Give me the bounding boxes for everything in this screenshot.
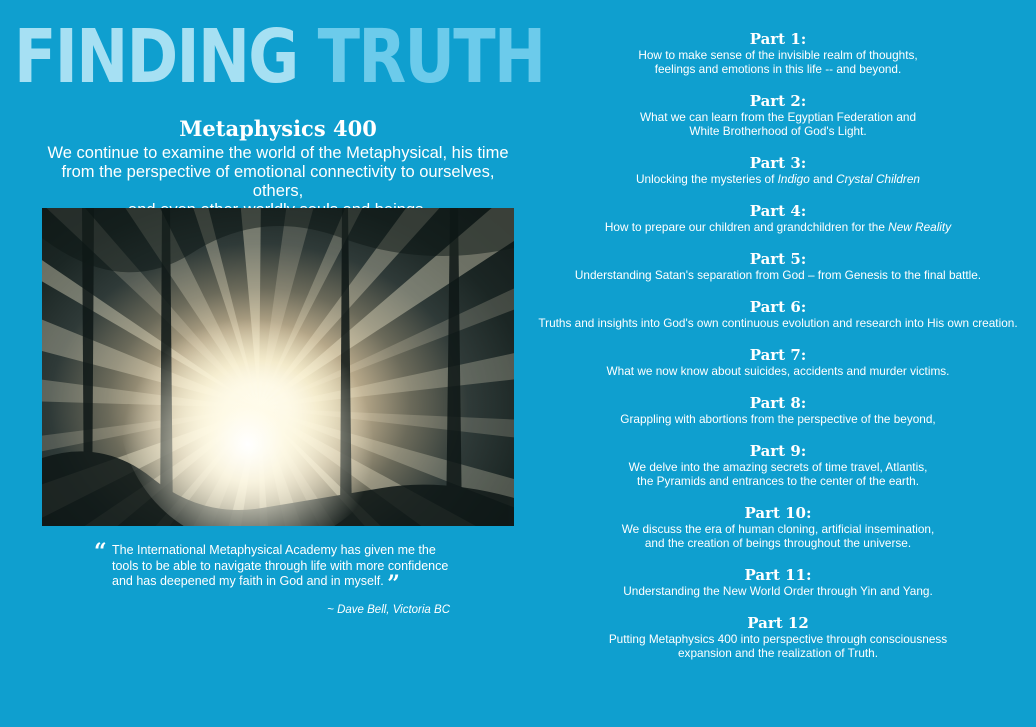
testimonial-line: The International Metaphysical Academy has given me the [112, 543, 436, 557]
part-title: Part 4: [749, 202, 807, 220]
part-description: How to prepare our children and grandchildren for the New Reality [604, 220, 952, 234]
part-description: feelings and emotions in this life -- and beyond. [654, 62, 902, 76]
close-quote-icon: ” [387, 571, 400, 597]
course-description-line: from the perspective of emotional connectivity to ourselves, others, [61, 163, 495, 200]
part-description: What we now know about suicides, accidents and murder victims. [606, 364, 950, 378]
part-item [520, 615, 1036, 660]
part-description: the Pyramids and entrances to the center of the earth. [637, 474, 919, 488]
part-item [520, 31, 1036, 76]
part-description: White Brotherhood of God's Light. [689, 124, 867, 138]
testimonial-quote [94, 539, 460, 597]
part-title: Part 1: [749, 30, 807, 48]
part-description: Understanding Satan's separation from God – from Genesis to the final battle. [574, 268, 982, 282]
part-title: Part 9: [749, 442, 807, 460]
course-parts-list [520, 31, 1036, 660]
part-item [520, 567, 1036, 598]
part-description: Putting Metaphysics 400 into perspective through consciousness [608, 632, 948, 646]
part-title: Part 5: [749, 250, 807, 268]
part-title: Part 8: [749, 394, 807, 412]
title-word-truth: TRUTH [317, 14, 545, 100]
part-item [520, 93, 1036, 138]
part-description: Unlocking the mysteries of Indigo and Crystal Children [636, 172, 920, 186]
sun-rays-illustration [42, 208, 514, 526]
testimonial-author: ~ Dave Bell, Victoria BC [327, 604, 450, 616]
part-title: Part 7: [749, 346, 807, 364]
course-description-line: We continue to examine the world of the Metaphysical, his time [47, 144, 509, 162]
part-title: Part 12 [747, 614, 809, 632]
testimonial-line: and has deepened my faith in God and in myself. [112, 574, 384, 588]
testimonial-line: tools to be able to navigate through life with more confidence [112, 558, 449, 573]
part-description: Understanding the New World Order through Yin and Yang. [623, 584, 933, 598]
open-quote-icon: “ [94, 539, 107, 565]
part-item [520, 395, 1036, 426]
sun-rays-forest-photo [42, 208, 514, 526]
part-title: Part 11: [744, 566, 812, 584]
part-description: Truths and insights into God's own continuous evolution and research into His own creation. [538, 316, 1018, 330]
part-description: and the creation of beings throughout the universe. [644, 536, 912, 550]
course-intro [40, 114, 516, 220]
part-item [520, 203, 1036, 234]
part-title: Part 2: [749, 92, 807, 110]
part-title: Part 6: [749, 298, 807, 316]
part-item [520, 251, 1036, 282]
page-title [14, 12, 544, 102]
title-word-finding: FINDING [14, 14, 298, 100]
part-item [520, 299, 1036, 330]
part-title: Part 3: [749, 154, 807, 172]
part-item [520, 155, 1036, 186]
part-description: We delve into the amazing secrets of time travel, Atlantis, [628, 460, 928, 474]
part-item [520, 443, 1036, 488]
part-item [520, 347, 1036, 378]
part-description: How to make sense of the invisible realm of thoughts, [638, 48, 918, 62]
part-item [520, 505, 1036, 550]
part-title: Part 10: [744, 504, 812, 522]
course-title: Metaphysics 400 [179, 116, 377, 141]
part-description: We discuss the era of human cloning, artificial insemination, [621, 522, 935, 536]
part-description: What we can learn from the Egyptian Federation and [639, 110, 917, 124]
part-description: expansion and the realization of Truth. [677, 646, 879, 660]
part-description: Grappling with abortions from the perspective of the beyond, [620, 412, 936, 426]
